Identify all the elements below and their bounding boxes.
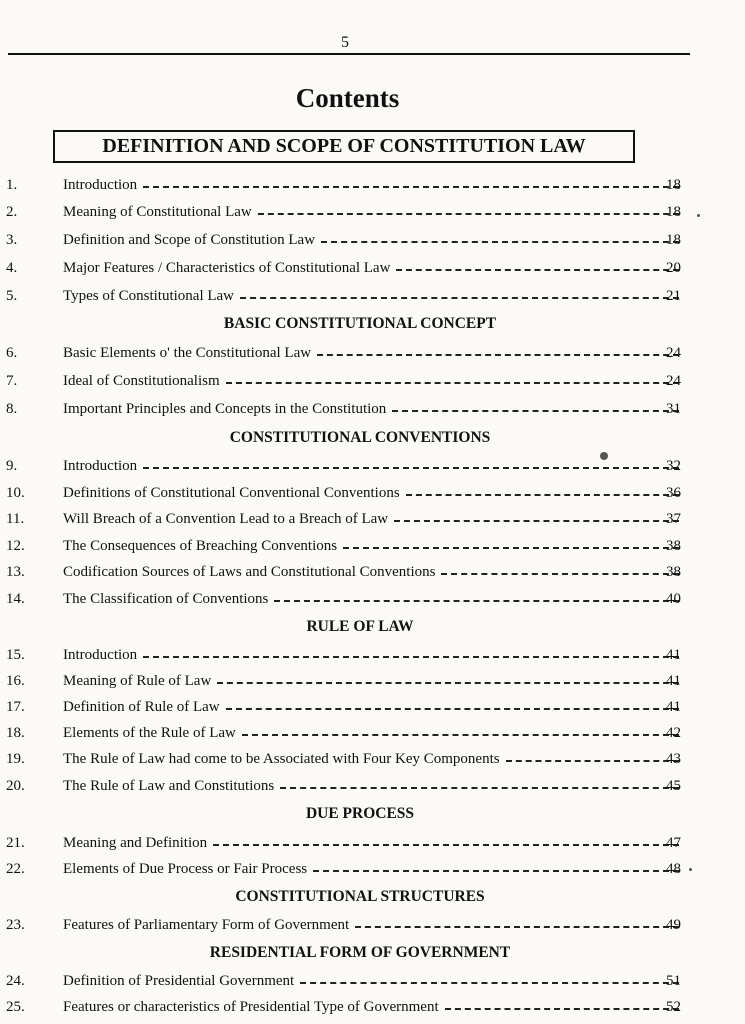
- page-title: Contents: [295, 83, 400, 113]
- entry-page: 36: [666, 484, 681, 501]
- entry-number: 2.: [6, 203, 18, 220]
- dot-leader: [280, 787, 679, 789]
- dot-leader: [226, 708, 679, 710]
- entry-number: 14.: [6, 590, 25, 607]
- toc-entry: [0, 858, 745, 880]
- toc-entry: [0, 285, 745, 307]
- toc-entry: [0, 748, 745, 770]
- entry-page: 38: [666, 563, 681, 580]
- entry-page: 37: [666, 510, 681, 527]
- toc-entry: [0, 398, 745, 420]
- entry-page: 41: [666, 672, 681, 689]
- entry-number: 20.: [6, 777, 25, 794]
- dot-leader: [406, 494, 679, 496]
- toc-entry: [0, 455, 745, 477]
- entry-page: 38: [666, 537, 681, 554]
- entry-number: 9.: [6, 457, 18, 474]
- entry-page: 42: [666, 724, 681, 741]
- dot-leader: [143, 467, 679, 469]
- entry-page: 18: [666, 231, 681, 248]
- toc-entry: [0, 370, 745, 392]
- entry-number: 17.: [6, 698, 25, 715]
- toc-entry: [0, 174, 745, 196]
- entry-title: Meaning and Definition: [63, 834, 208, 851]
- toc-entry: [0, 970, 745, 992]
- dot-leader: [321, 241, 679, 243]
- toc-entry: [0, 201, 745, 223]
- entry-page: 32: [666, 457, 681, 474]
- toc-entry: [0, 775, 745, 797]
- entry-page: 20: [666, 259, 681, 276]
- entry-title: Features or characteristics of Presidential Type of Government: [63, 998, 439, 1015]
- dot-leader: [343, 547, 679, 549]
- entry-title: Meaning of Rule of Law: [63, 672, 212, 689]
- entry-title: The Classification of Conventions: [63, 590, 269, 607]
- entry-title: The Rule of Law and Constitutions: [63, 777, 275, 794]
- entry-number: 1.: [6, 176, 18, 193]
- toc-entry: [0, 644, 745, 666]
- dot-leader: [274, 600, 679, 602]
- scan-speck: [600, 452, 608, 460]
- dot-leader: [240, 297, 679, 299]
- toc-entry: [0, 670, 745, 692]
- entry-page: 18: [666, 176, 681, 193]
- entry-number: 16.: [6, 672, 25, 689]
- toc-entry: [0, 996, 745, 1018]
- scan-speck: [689, 868, 692, 871]
- entry-page: 41: [666, 646, 681, 663]
- entry-title: Definitions of Constitutional Conventional Conventions: [63, 484, 400, 501]
- entry-title: Major Features / Characteristics of Constitutional Law: [63, 259, 391, 276]
- dot-leader: [392, 410, 679, 412]
- entry-title: Ideal of Constitutionalism: [63, 372, 220, 389]
- entry-number: 22.: [6, 860, 25, 877]
- entry-number: 4.: [6, 259, 18, 276]
- entry-title: Will Breach of a Convention Lead to a Breach of Law: [63, 510, 389, 527]
- dot-leader: [445, 1008, 679, 1010]
- entry-number: 15.: [6, 646, 25, 663]
- entry-page: 18: [666, 203, 681, 220]
- entry-title: Definition of Presidential Government: [63, 972, 295, 989]
- entry-title: Codification Sources of Laws and Constitutional Conventions: [63, 563, 436, 580]
- dot-leader: [317, 354, 679, 356]
- entry-number: 7.: [6, 372, 18, 389]
- section-heading: RESIDENTIAL FORM OF GOVERNMENT: [209, 944, 511, 961]
- entry-number: 13.: [6, 563, 25, 580]
- entry-number: 21.: [6, 834, 25, 851]
- toc-entry: [0, 482, 745, 504]
- scan-speck: [697, 214, 700, 217]
- dot-leader: [258, 213, 679, 215]
- entry-page: 51: [666, 972, 681, 989]
- entry-page: 31: [666, 400, 681, 417]
- entry-page: 24: [666, 344, 681, 361]
- dot-leader: [355, 926, 679, 928]
- entry-title: Important Principles and Concepts in the Constitution: [63, 400, 387, 417]
- entry-title: Definition and Scope of Constitution Law: [63, 231, 316, 248]
- section-heading: BASIC CONSTITUTIONAL CONCEPT: [223, 315, 497, 332]
- entry-title: Basic Elements o' the Constitutional Law: [63, 344, 312, 361]
- dot-leader: [213, 844, 679, 846]
- entry-number: 11.: [6, 510, 25, 527]
- section-heading: RULE OF LAW: [306, 618, 414, 635]
- entry-number: 6.: [6, 344, 18, 361]
- section-heading: CONSTITUTIONAL CONVENTIONS: [229, 429, 491, 446]
- toc-entry: [0, 508, 745, 530]
- toc-entry: [0, 914, 745, 936]
- dot-leader: [441, 573, 679, 575]
- toc-entry: [0, 832, 745, 854]
- dot-leader: [300, 982, 679, 984]
- entry-title: Types of Constitutional Law: [63, 287, 235, 304]
- entry-number: 3.: [6, 231, 18, 248]
- toc-entry: [0, 257, 745, 279]
- entry-page: 24: [666, 372, 681, 389]
- entry-number: 5.: [6, 287, 18, 304]
- page-number: 5: [341, 34, 349, 51]
- entry-title: The Consequences of Breaching Conventions: [63, 537, 338, 554]
- dot-leader: [242, 734, 679, 736]
- dot-leader: [313, 870, 679, 872]
- entry-title: Features of Parliamentary Form of Government: [63, 916, 350, 933]
- entry-title: Introduction: [63, 457, 138, 474]
- entry-title: Meaning of Constitutional Law: [63, 203, 252, 220]
- dot-leader: [217, 682, 679, 684]
- entry-number: 24.: [6, 972, 25, 989]
- entry-page: 48: [666, 860, 681, 877]
- entry-number: 23.: [6, 916, 25, 933]
- entry-title: Introduction: [63, 646, 138, 663]
- entry-page: 47: [666, 834, 681, 851]
- dot-leader: [394, 520, 679, 522]
- toc-entry: [0, 342, 745, 364]
- main-section-heading: DEFINITION AND SCOPE OF CONSTITUTION LAW: [53, 130, 635, 163]
- toc-entry: [0, 696, 745, 718]
- toc-entry: [0, 535, 745, 557]
- entry-page: 49: [666, 916, 681, 933]
- entry-title: Elements of the Rule of Law: [63, 724, 236, 741]
- entry-number: 25.: [6, 998, 25, 1015]
- entry-page: 40: [666, 590, 681, 607]
- entry-page: 45: [666, 777, 681, 794]
- section-heading: DUE PROCESS: [305, 805, 415, 822]
- dot-leader: [396, 269, 679, 271]
- entry-page: 21: [666, 287, 681, 304]
- entry-page: 52: [666, 998, 681, 1015]
- dot-leader: [143, 656, 679, 658]
- toc-entry: [0, 722, 745, 744]
- dot-leader: [143, 186, 679, 188]
- entry-title: Introduction: [63, 176, 138, 193]
- toc-entry: [0, 588, 745, 610]
- entry-page: 43: [666, 750, 681, 767]
- header-rule: [8, 53, 690, 55]
- entry-title: Elements of Due Process or Fair Process: [63, 860, 308, 877]
- entry-number: 10.: [6, 484, 25, 501]
- entry-title: The Rule of Law had come to be Associated with Four Key Components: [63, 750, 500, 767]
- entry-number: 12.: [6, 537, 25, 554]
- entry-page: 41: [666, 698, 681, 715]
- section-heading: CONSTITUTIONAL STRUCTURES: [235, 888, 485, 905]
- toc-entry: [0, 561, 745, 583]
- toc-entry: [0, 229, 745, 251]
- entry-number: 18.: [6, 724, 25, 741]
- entry-title: Definition of Rule of Law: [63, 698, 220, 715]
- dot-leader: [226, 382, 679, 384]
- dot-leader: [506, 760, 679, 762]
- entry-number: 8.: [6, 400, 18, 417]
- entry-number: 19.: [6, 750, 25, 767]
